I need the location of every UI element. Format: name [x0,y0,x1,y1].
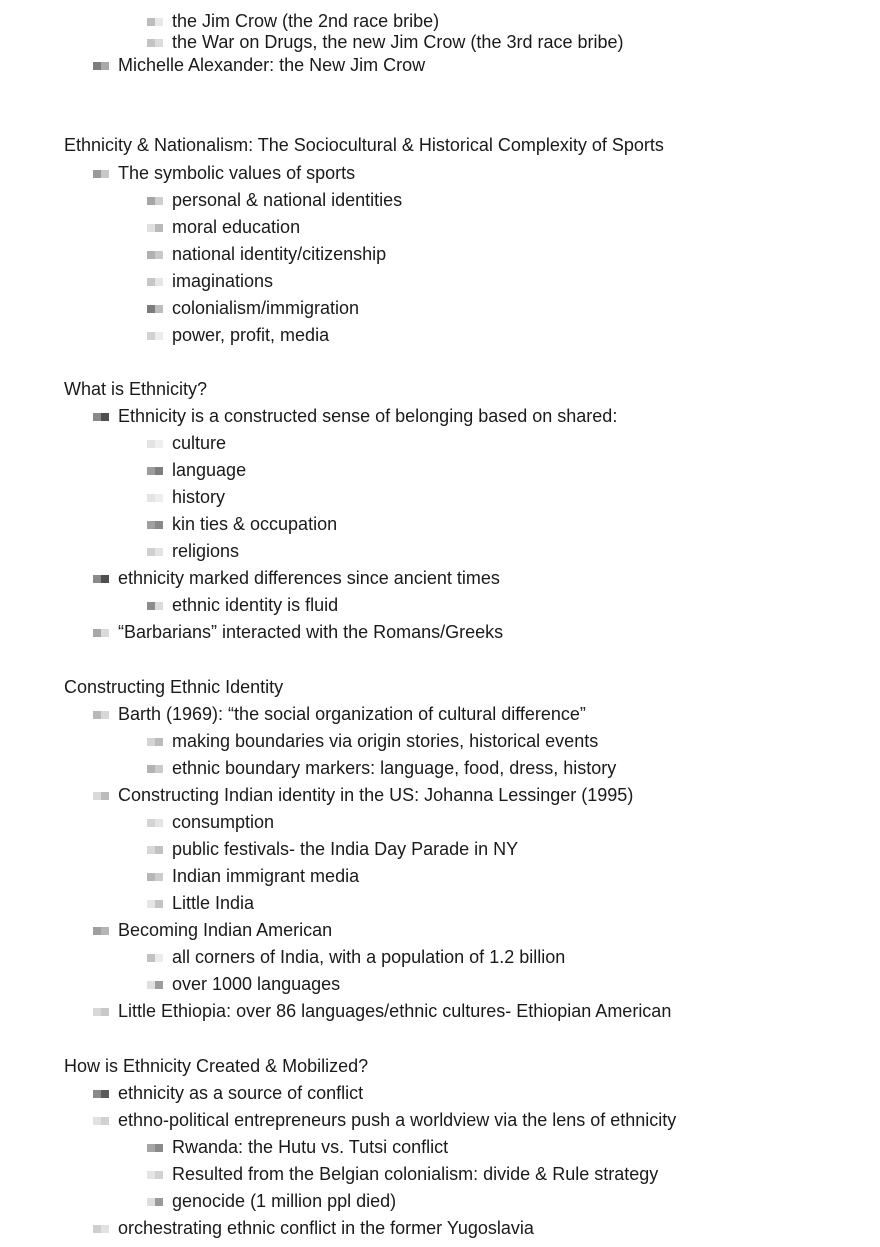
line-text: orchestrating ethnic conflict in the former Yugoslavia [118,1218,534,1238]
outline-item [118,405,617,427]
outline-item [118,1082,363,1104]
square-bullet-icon [93,411,109,423]
square-bullet-icon [93,60,109,72]
line-text: Constructing Ethnic Identity [64,677,284,697]
section-heading [64,676,283,698]
square-bullet-icon [147,763,163,775]
line-text: ethnicity as a source of conflict [118,1083,364,1103]
square-bullet-icon [147,817,163,829]
outline-subitem [172,540,239,562]
square-bullet-icon [147,465,163,477]
outline-item [118,1109,676,1131]
outline-subitem [172,1163,658,1185]
line-text: The symbolic values of sports [118,163,356,183]
square-bullet-icon [147,195,163,207]
line-text: Barth (1969): “the social organization of cultural difference” [118,704,586,724]
outline-subitem [172,243,386,265]
square-bullet-icon [147,1169,163,1181]
square-bullet-icon [147,222,163,234]
outline-subitem [172,757,616,779]
line-text: power, profit, media [172,325,330,345]
outline-item [118,621,503,643]
outline-subitem [172,297,359,319]
line-text: consumption [172,812,275,832]
line-text: ethno-political entrepreneurs push a worldview via the lens of ethnicity [118,1110,677,1130]
outline-subitem [172,324,329,346]
square-bullet-icon [93,1088,109,1100]
line-text: the Jim Crow (the 2nd race bribe) [172,11,440,31]
outline-subitem [172,946,565,968]
outline-subitem [172,10,439,32]
line-text: national identity/citizenship [172,244,387,264]
line-text: religions [172,541,240,561]
outline-item [118,1217,534,1239]
outline-subitem [172,216,300,238]
square-bullet-icon [93,1115,109,1127]
line-text: personal & national identities [172,190,403,210]
outline-subitem [172,973,340,995]
line-text: ethnicity marked differences since ancient times [118,568,500,588]
square-bullet-icon [147,1196,163,1208]
outline-subitem [172,594,338,616]
line-text: over 1000 languages [172,974,341,994]
square-bullet-icon [93,1223,109,1235]
square-bullet-icon [147,303,163,315]
line-text: ethnic identity is fluid [172,595,339,615]
square-bullet-icon [93,790,109,802]
square-bullet-icon [147,276,163,288]
section-heading [64,378,207,400]
outline-subitem [172,189,402,211]
outline-subitem [172,811,274,833]
line-text: moral education [172,217,301,237]
square-bullet-icon [147,979,163,991]
square-bullet-icon [147,871,163,883]
outline-subitem [172,31,624,53]
outline-subitem [172,730,598,752]
square-bullet-icon [147,16,163,28]
outline-subitem [172,270,273,292]
line-text: all corners of India, with a population of 1.2 billion [172,947,566,967]
line-text: genocide (1 million ppl died) [172,1191,397,1211]
outline-subitem [172,838,518,860]
outline-item [118,1000,671,1022]
line-text: Ethnicity is a constructed sense of belonging based on shared: [118,406,618,426]
outline-subitem [172,459,246,481]
square-bullet-icon [93,925,109,937]
square-bullet-icon [93,168,109,180]
line-text: culture [172,433,227,453]
line-text: Ethnicity & Nationalism: The Sociocultural & Historical Complexity of Sports [64,135,664,155]
square-bullet-icon [147,844,163,856]
square-bullet-icon [147,37,163,49]
outline-item [118,703,586,725]
section-heading [64,134,664,156]
square-bullet-icon [93,1006,109,1018]
line-text: Indian immigrant media [172,866,360,886]
line-text: Michelle Alexander: the New Jim Crow [118,55,426,75]
square-bullet-icon [147,736,163,748]
outline-item [118,919,332,941]
square-bullet-icon [147,1142,163,1154]
line-text: Resulted from the Belgian colonialism: divide & Rule strategy [172,1164,659,1184]
outline-subitem [172,1190,396,1212]
square-bullet-icon [93,627,109,639]
square-bullet-icon [147,952,163,964]
outline-item [118,567,500,589]
square-bullet-icon [147,546,163,558]
line-text: kin ties & occupation [172,514,338,534]
line-text: colonialism/immigration [172,298,360,318]
square-bullet-icon [93,709,109,721]
line-text: Constructing Indian identity in the US: Johanna Lessinger (1995) [118,785,634,805]
square-bullet-icon [147,492,163,504]
outline-item [118,162,355,184]
line-text: public festivals- the India Day Parade in NY [172,839,519,859]
line-text: imaginations [172,271,274,291]
line-text: Becoming Indian American [118,920,333,940]
square-bullet-icon [147,898,163,910]
line-text: language [172,460,247,480]
outline-subitem [172,865,359,887]
outline-subitem [172,1136,448,1158]
square-bullet-icon [147,519,163,531]
outline-subitem [172,892,254,914]
line-text: making boundaries via origin stories, historical events [172,731,599,751]
square-bullet-icon [93,573,109,585]
line-text: What is Ethnicity? [64,379,208,399]
line-text: Little India [172,893,255,913]
line-text: Rwanda: the Hutu vs. Tutsi conflict [172,1137,449,1157]
line-text: How is Ethnicity Created & Mobilized? [64,1056,369,1076]
line-text: “Barbarians” interacted with the Romans/Greeks [118,622,504,642]
outline-subitem [172,486,225,508]
square-bullet-icon [147,330,163,342]
line-text: ethnic boundary markers: language, food, dress, history [172,758,617,778]
outline-subitem [172,432,226,454]
line-text: Little Ethiopia: over 86 languages/ethnic cultures- Ethiopian American [118,1001,672,1021]
section-heading [64,1055,368,1077]
square-bullet-icon [147,249,163,261]
outline-item [118,784,633,806]
square-bullet-icon [147,438,163,450]
line-text: history [172,487,226,507]
outline-item [118,54,425,76]
outline-subitem [172,513,337,535]
square-bullet-icon [147,600,163,612]
line-text: the War on Drugs, the new Jim Crow (the 3rd race bribe) [172,32,624,52]
